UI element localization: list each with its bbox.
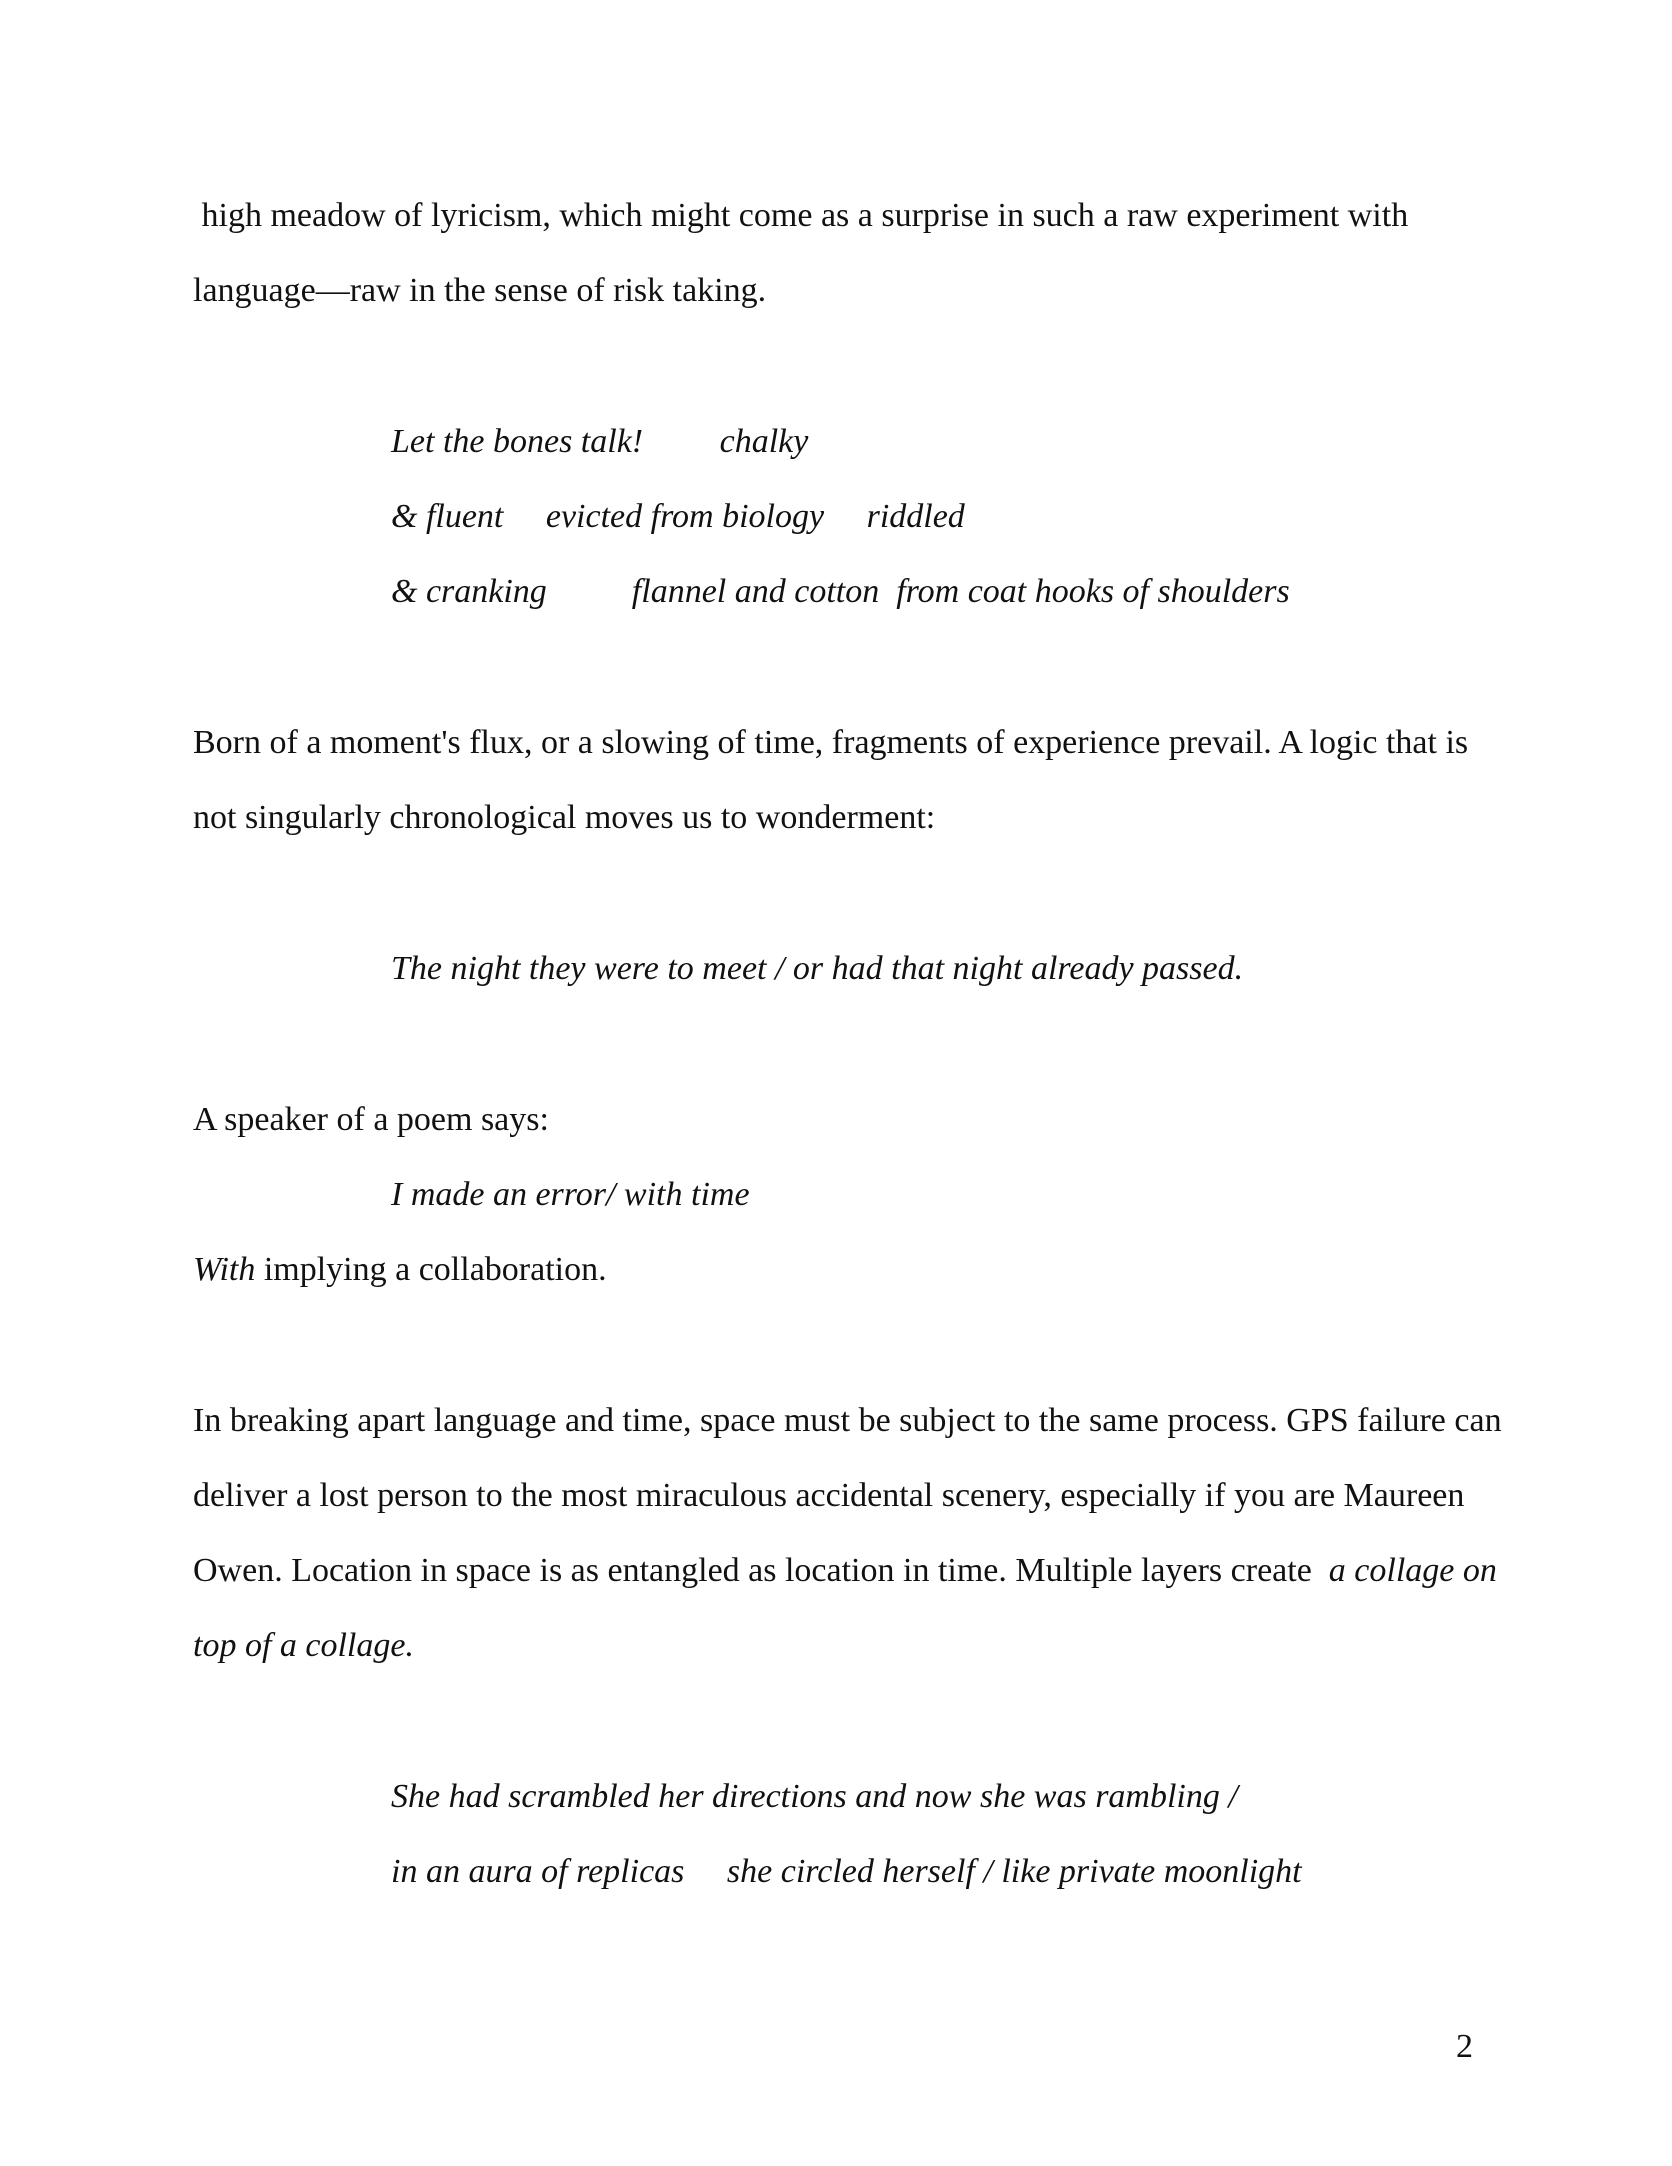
paragraph-2-line-2: not singularly chronological moves us to wonderment:: [193, 799, 936, 836]
paragraph-4-line-1: [193, 1250, 607, 1290]
paragraph-1-line-1: high meadow of lyricism, which might come as a surprise in such a raw experiment with: [193, 197, 1409, 234]
paragraph-5-line-3-plain: Owen. Location in space is as entangled as location in time. Multiple layers create: [193, 1552, 1329, 1589]
page-number: 2: [1456, 2028, 1473, 2065]
paragraph-1-line-2: language—raw in the sense of risk taking.: [193, 272, 767, 309]
quote-2: I made an error/ with time: [391, 1176, 750, 1213]
paragraph-4-rest: implying a collaboration.: [255, 1251, 607, 1288]
poem-1-line-3: & cranking flannel and cotton from coat hooks of shoulders: [391, 573, 1290, 610]
poem-1-line-2: & fluent evicted from biology riddled: [391, 498, 965, 535]
poem-2-line-2: in an aura of replicas she circled herself / like private moonlight: [391, 1853, 1302, 1890]
paragraph-5-line-2: deliver a lost person to the most miraculous accidental scenery, especially if you are Maureen: [193, 1477, 1465, 1514]
poem-1-line-1: Let the bones talk! chalky: [391, 423, 809, 460]
paragraph-5-line-3: [193, 1551, 1497, 1591]
quote-1: The night they were to meet / or had that night already passed.: [391, 950, 1244, 987]
paragraph-5-line-1: In breaking apart language and time, space must be subject to the same process. GPS failure can: [193, 1402, 1502, 1439]
paragraph-2-line-1: Born of a moment's flux, or a slowing of time, fragments of experience prevail. A logic that is: [193, 724, 1469, 761]
paragraph-5-line-4: top of a collage.: [193, 1627, 414, 1664]
poem-2-line-1: She had scrambled her directions and now she was rambling /: [391, 1778, 1238, 1815]
paragraph-3-line-1: A speaker of a poem says:: [193, 1101, 549, 1138]
italic-word-with: With: [193, 1251, 256, 1288]
paragraph-5-line-3-italic: a collage on: [1328, 1552, 1497, 1589]
